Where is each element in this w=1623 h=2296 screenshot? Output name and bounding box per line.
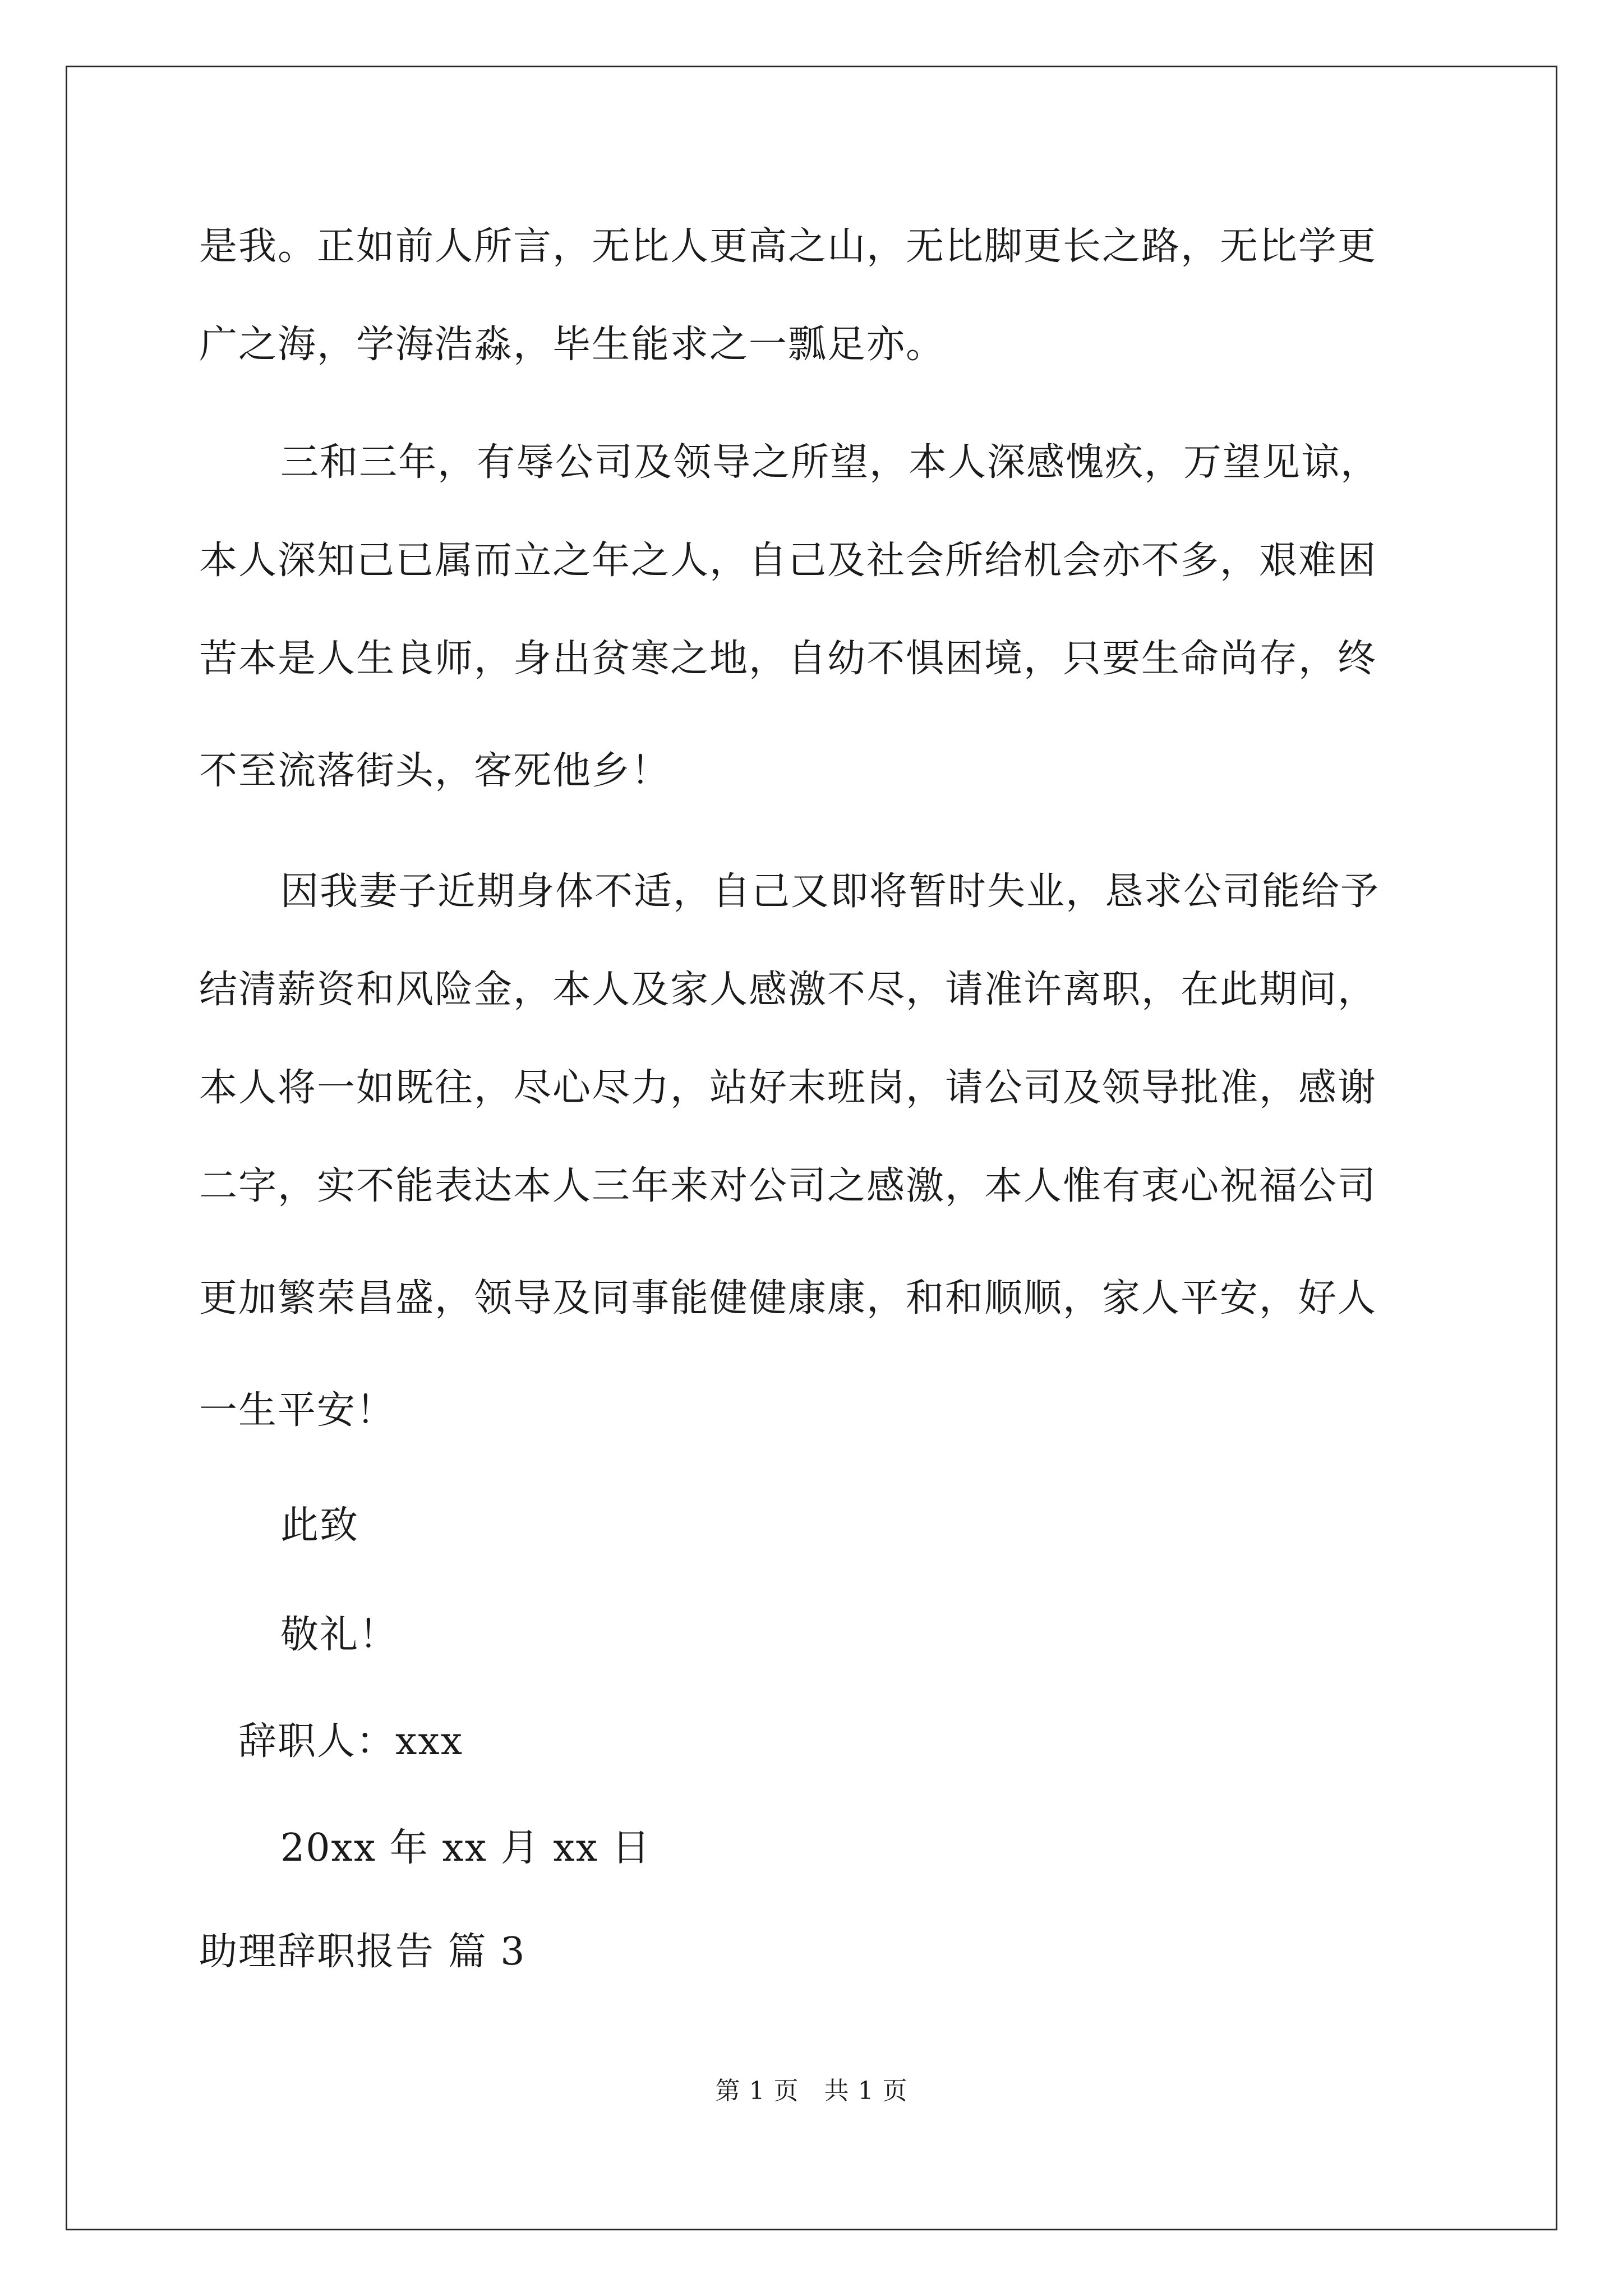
page-border <box>66 66 1557 2230</box>
closing-salute: 敬礼！ <box>280 1613 399 1657</box>
closing-greeting: 此致 <box>280 1503 359 1548</box>
body-line: 一生平安！ <box>199 1388 396 1433</box>
page-footer: 第 1 页 共 1 页 <box>715 2077 908 2105</box>
signature: 辞职人：xxx <box>238 1719 464 1764</box>
body-line: 不至流落街头，客死他乡！ <box>199 749 671 793</box>
body-line: 三和三年，有辱公司及领导之所望，本人深感愧疚，万望见谅， <box>280 440 1380 485</box>
date-line: 20xx 年 xx 月 xx 日 <box>280 1826 651 1870</box>
body-line: 本人深知己已属而立之年之人，自己及社会所给机会亦不多，艰难困 <box>199 539 1377 583</box>
body-line: 结清薪资和风险金，本人及家人感激不尽，请准许离职，在此期间， <box>199 968 1377 1012</box>
body-line: 本人将一如既往，尽心尽力，站好末班岗，请公司及领导批准，感谢 <box>199 1066 1377 1110</box>
body-line: 广之海，学海浩淼，毕生能求之一瓢足亦。 <box>199 323 946 367</box>
section-heading: 助理辞职报告 篇 3 <box>199 1930 526 1974</box>
body-line: 更加繁荣昌盛，领导及同事能健健康康，和和顺顺，家人平安，好人 <box>199 1276 1377 1320</box>
body-line: 因我妻子近期身体不适，自己又即将暂时失业，恳求公司能给予 <box>280 869 1380 914</box>
body-line: 二字，实不能表达本人三年来对公司之感激，本人惟有衷心祝福公司 <box>199 1164 1377 1208</box>
body-line: 是我。正如前人所言，无比人更高之山，无比脚更长之路，无比学更 <box>199 224 1377 269</box>
body-line: 苦本是人生良师，身出贫寒之地，自幼不惧困境，只要生命尚存，终 <box>199 637 1377 681</box>
